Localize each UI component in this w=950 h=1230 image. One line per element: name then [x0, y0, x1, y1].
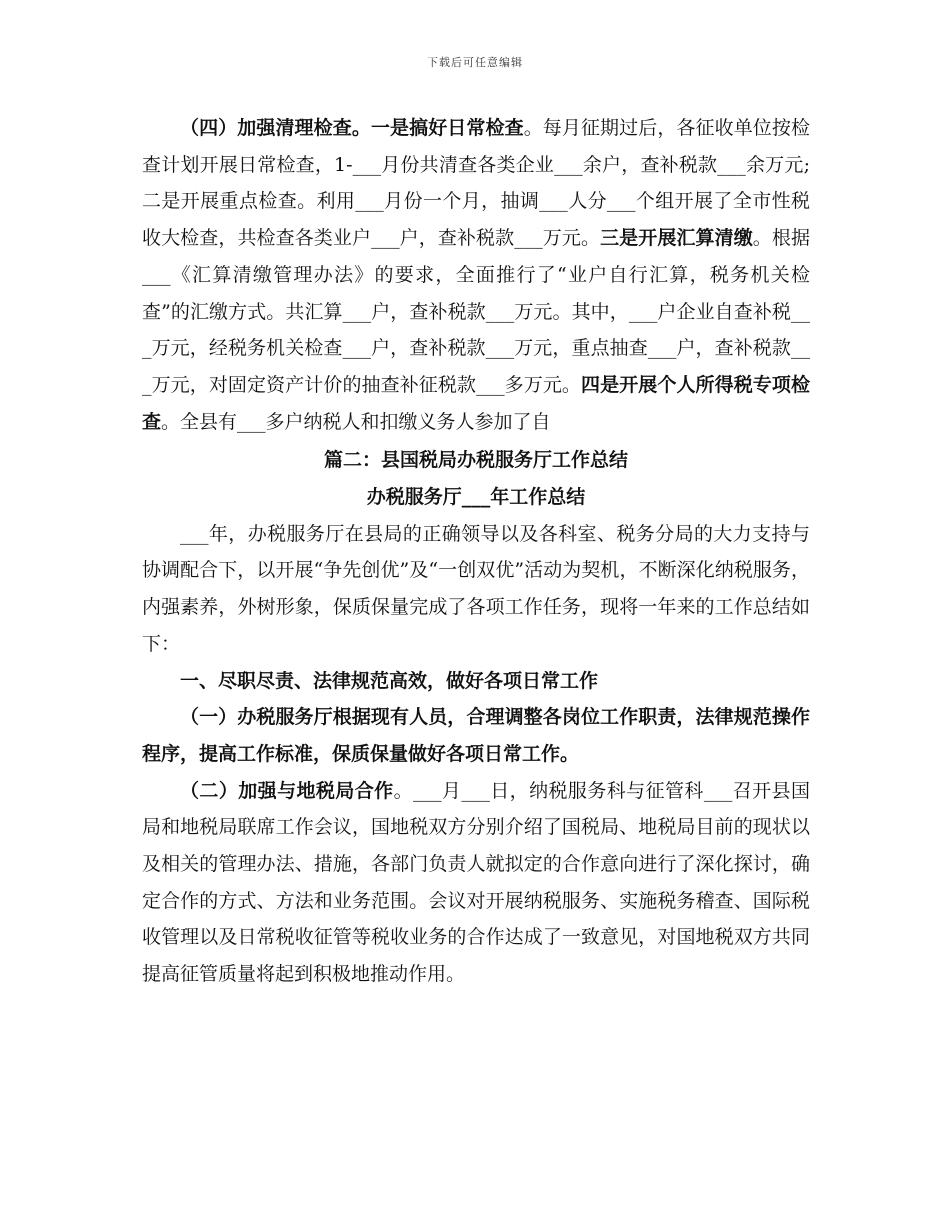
article-subtitle: 办税服务厅___年工作总结: [366, 486, 586, 509]
paragraph-text: 。根据___《汇算清缴管理办法》的要求，全面推行了“业户自行汇算，税务机关检查”的汇缴方式。共汇算___户，查补税款___万元。其中，___户企业自查补税___万元，经税务机关检查___户，查补税款___万元，重点抽查___户，查补税款___万元，对固定资产计价的抽查补征税款___多万元。: [142, 227, 810, 396]
paragraph-inspection: [142, 110, 810, 440]
item-three-heading: 三是开展汇算清缴: [600, 227, 753, 250]
paragraph-text: 。全县有___多户纳税人和扣缴义务人参加了自: [161, 410, 551, 433]
paragraph-text: 。___月___日，纳税服务科与征管科___召开县国局和地税局联席工作会议，国地税双方分别介绍了国税局、地税局目前的现状以及相关的管理办法、措施，各部门负责人就拟定的合作意向进行了深化探讨，确定合作的方式、方法和业务范围。会议对开展纳税服务、实施税务稽查、国际税收管理以及日常税收征管等税收业务的合作达成了一致意见，对国地税双方共同提高征管质量将起到积极地推动作用。: [142, 779, 810, 986]
item-four-heading: 四是开展个人所得税专项检查: [142, 373, 810, 433]
sub-two-heading: （二）加强与地税局合作: [180, 779, 394, 802]
paragraph-text: 。每月征期过后，各征收单位按检查计划开展日常检查，1-___月份共清查各类企业___余户，查补税款___余万元;二是开展重点检查。利用___月份一个月，抽调___人分___个组开展了全市性税收大检查，共检查各类业户___户，查补税款___万元。: [142, 117, 810, 250]
document-body: [142, 110, 810, 993]
article-title: 篇二：县国税局办税服务厅工作总结: [323, 449, 628, 472]
paragraph-intro: ___年，办税服务厅在县局的正确领导以及各科室、税务分局的大力支持与协调配合下，以开展“争先创优”及“一创双优”活动为契机，不断深化纳税服务，内强素养，外树形象，保质保量完成了各项工作任务，现将一年来的工作总结如下：: [142, 522, 810, 655]
section-heading-one: 一、尽职尽责、法律规范高效，做好各项日常工作: [180, 669, 599, 692]
paragraph-sub-one: （一）办税服务厅根据现有人员，合理调整各岗位工作职责，法律规范操作程序，提高工作标准，保质保量做好各项日常工作。: [142, 706, 810, 765]
section-heading-four: （四）加强清理检查。: [180, 117, 371, 139]
paragraph-sub-two: [142, 773, 810, 993]
item-one-heading: 一是搞好日常检查: [370, 117, 524, 139]
page-header: 下载后可任意编辑: [427, 56, 523, 69]
